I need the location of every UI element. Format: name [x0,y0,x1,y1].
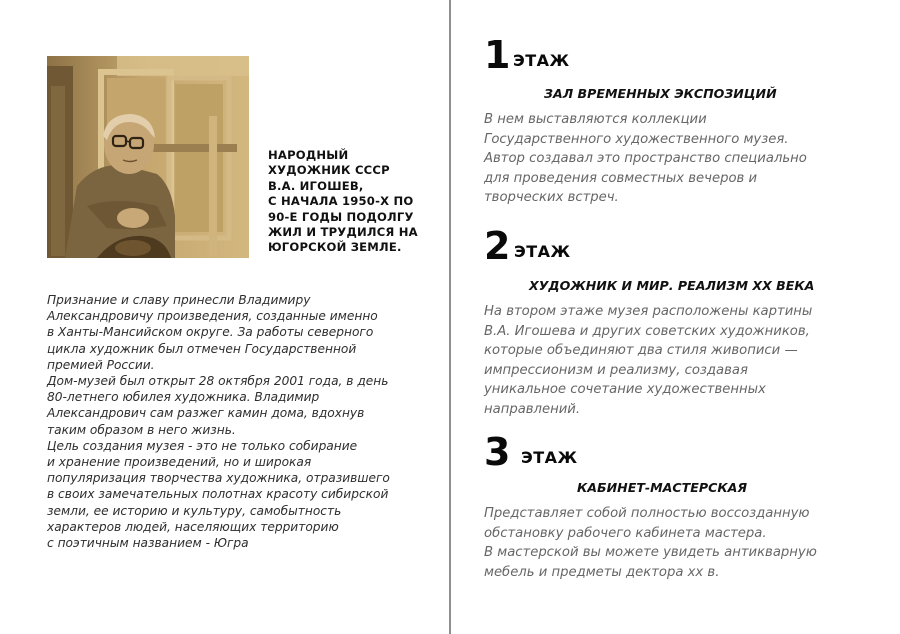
floor-text-line: направлений. [484,401,581,417]
floor-number: 2 [484,224,511,268]
artist-caption [268,148,438,256]
floor-3-section [484,430,874,580]
bio-line: 80-летнего юбилея художника. Владимир [47,390,320,405]
floor-label: ЭТАЖ [514,242,571,261]
caption-line: С НАЧАЛА 1950-Х ПО [268,194,414,209]
floor-description [484,302,812,420]
floor-text-line: В.А. Игошева и других советских художников, [484,323,810,339]
floor-description [484,110,807,208]
floor-description [484,504,817,582]
floor-text-line: В мастерской вы можете увидеть антикварную [484,545,817,561]
floor-text-line: для проведения совместных вечеров и [484,170,758,186]
floor-number: 1 [484,33,511,77]
floor-1-section [484,33,874,206]
caption-line: НАРОДНЫЙ [268,148,349,162]
floor-text-line: творческих встреч. [484,190,619,206]
bio-line: премией России. [47,357,155,372]
floor-text-line: Автор создавал это пространство специально [484,151,807,167]
bio-line: цикла художник был отмечен Государственной [47,341,357,356]
caption-line: В.А. ИГОШЕВ, [268,178,364,193]
floor-text-line: На втором этаже музея расположены картины [484,304,813,319]
bio-line: в своих замечательных полотнах красоту сибирской [47,487,389,502]
artist-portrait-photo [47,56,249,258]
bio-line: популяризация творчества художника, отразившего [47,471,390,486]
caption-line: ЮГОРСКОЙ ЗЕМЛЕ. [268,240,402,255]
bio-line: и хранение произведений, но и широкая [47,455,312,470]
page-divider [449,0,451,634]
floor-text-line: мебель и предметы дектора хх в. [484,564,720,580]
caption-line: 90-Е ГОДЫ ПОДОЛГУ [268,209,414,224]
floor-text-line: уникальное сочетание художественных [484,382,766,398]
bio-line: характеров людей, населяющих территорию [47,519,339,534]
floor-text-line: обстановку рабочего кабинета мастера. [484,525,767,541]
floor-heading [484,224,874,268]
bio-line: с поэтичным названием - Югра [47,536,249,551]
floor-title: ХУДОЖНИК И МИР. РЕАЛИЗМ ХХ ВЕКА [529,278,815,293]
portrait-image [47,56,249,258]
floor-text-line: Государственного художественного музея. [484,131,789,147]
floor-text-line: В нем выставляются коллекции [484,112,707,127]
floor-number: 3 [484,430,511,474]
museum-bio-text [47,292,442,551]
bio-line: Признание и славу принесли Владимиру [47,293,311,307]
floor-text-line: которые объединяют два стиля живописи — [484,343,798,359]
bio-line: Дом-музей был открыт 28 октября 2001 года, в день [47,374,389,389]
bio-line: таким образом в него жизнь. [47,422,236,437]
caption-line: ХУДОЖНИК СССР [268,163,390,178]
bio-line: в Ханты-Мансийском округе. За работы северного [47,325,374,340]
floor-title: КАБИНЕТ-МАСТЕРСКАЯ [577,480,748,495]
floor-heading [484,33,874,77]
floor-text-line: импрессионизм и реализму, создавая [484,362,748,378]
bio-line: Александрович сам разжег камин дома, вдохнув [47,406,365,421]
bio-line: Александровичу произведения, созданные именно [47,309,378,324]
bio-line: земли, ее историю и культуру, самобытность [47,503,342,518]
floor-text-line: Представляет собой полностью воссозданную [484,506,810,521]
floor-2-section [484,224,874,417]
floor-label: ЭТАЖ [513,51,570,70]
caption-line: ЖИЛ И ТРУДИЛСЯ НА [268,225,418,240]
floor-heading [484,430,874,474]
floor-label: ЭТАЖ [521,448,578,467]
bio-line: Цель создания музея - это не только собирание [47,438,358,453]
floor-title: ЗАЛ ВРЕМЕННЫХ ЭКСПОЗИЦИЙ [544,86,777,101]
